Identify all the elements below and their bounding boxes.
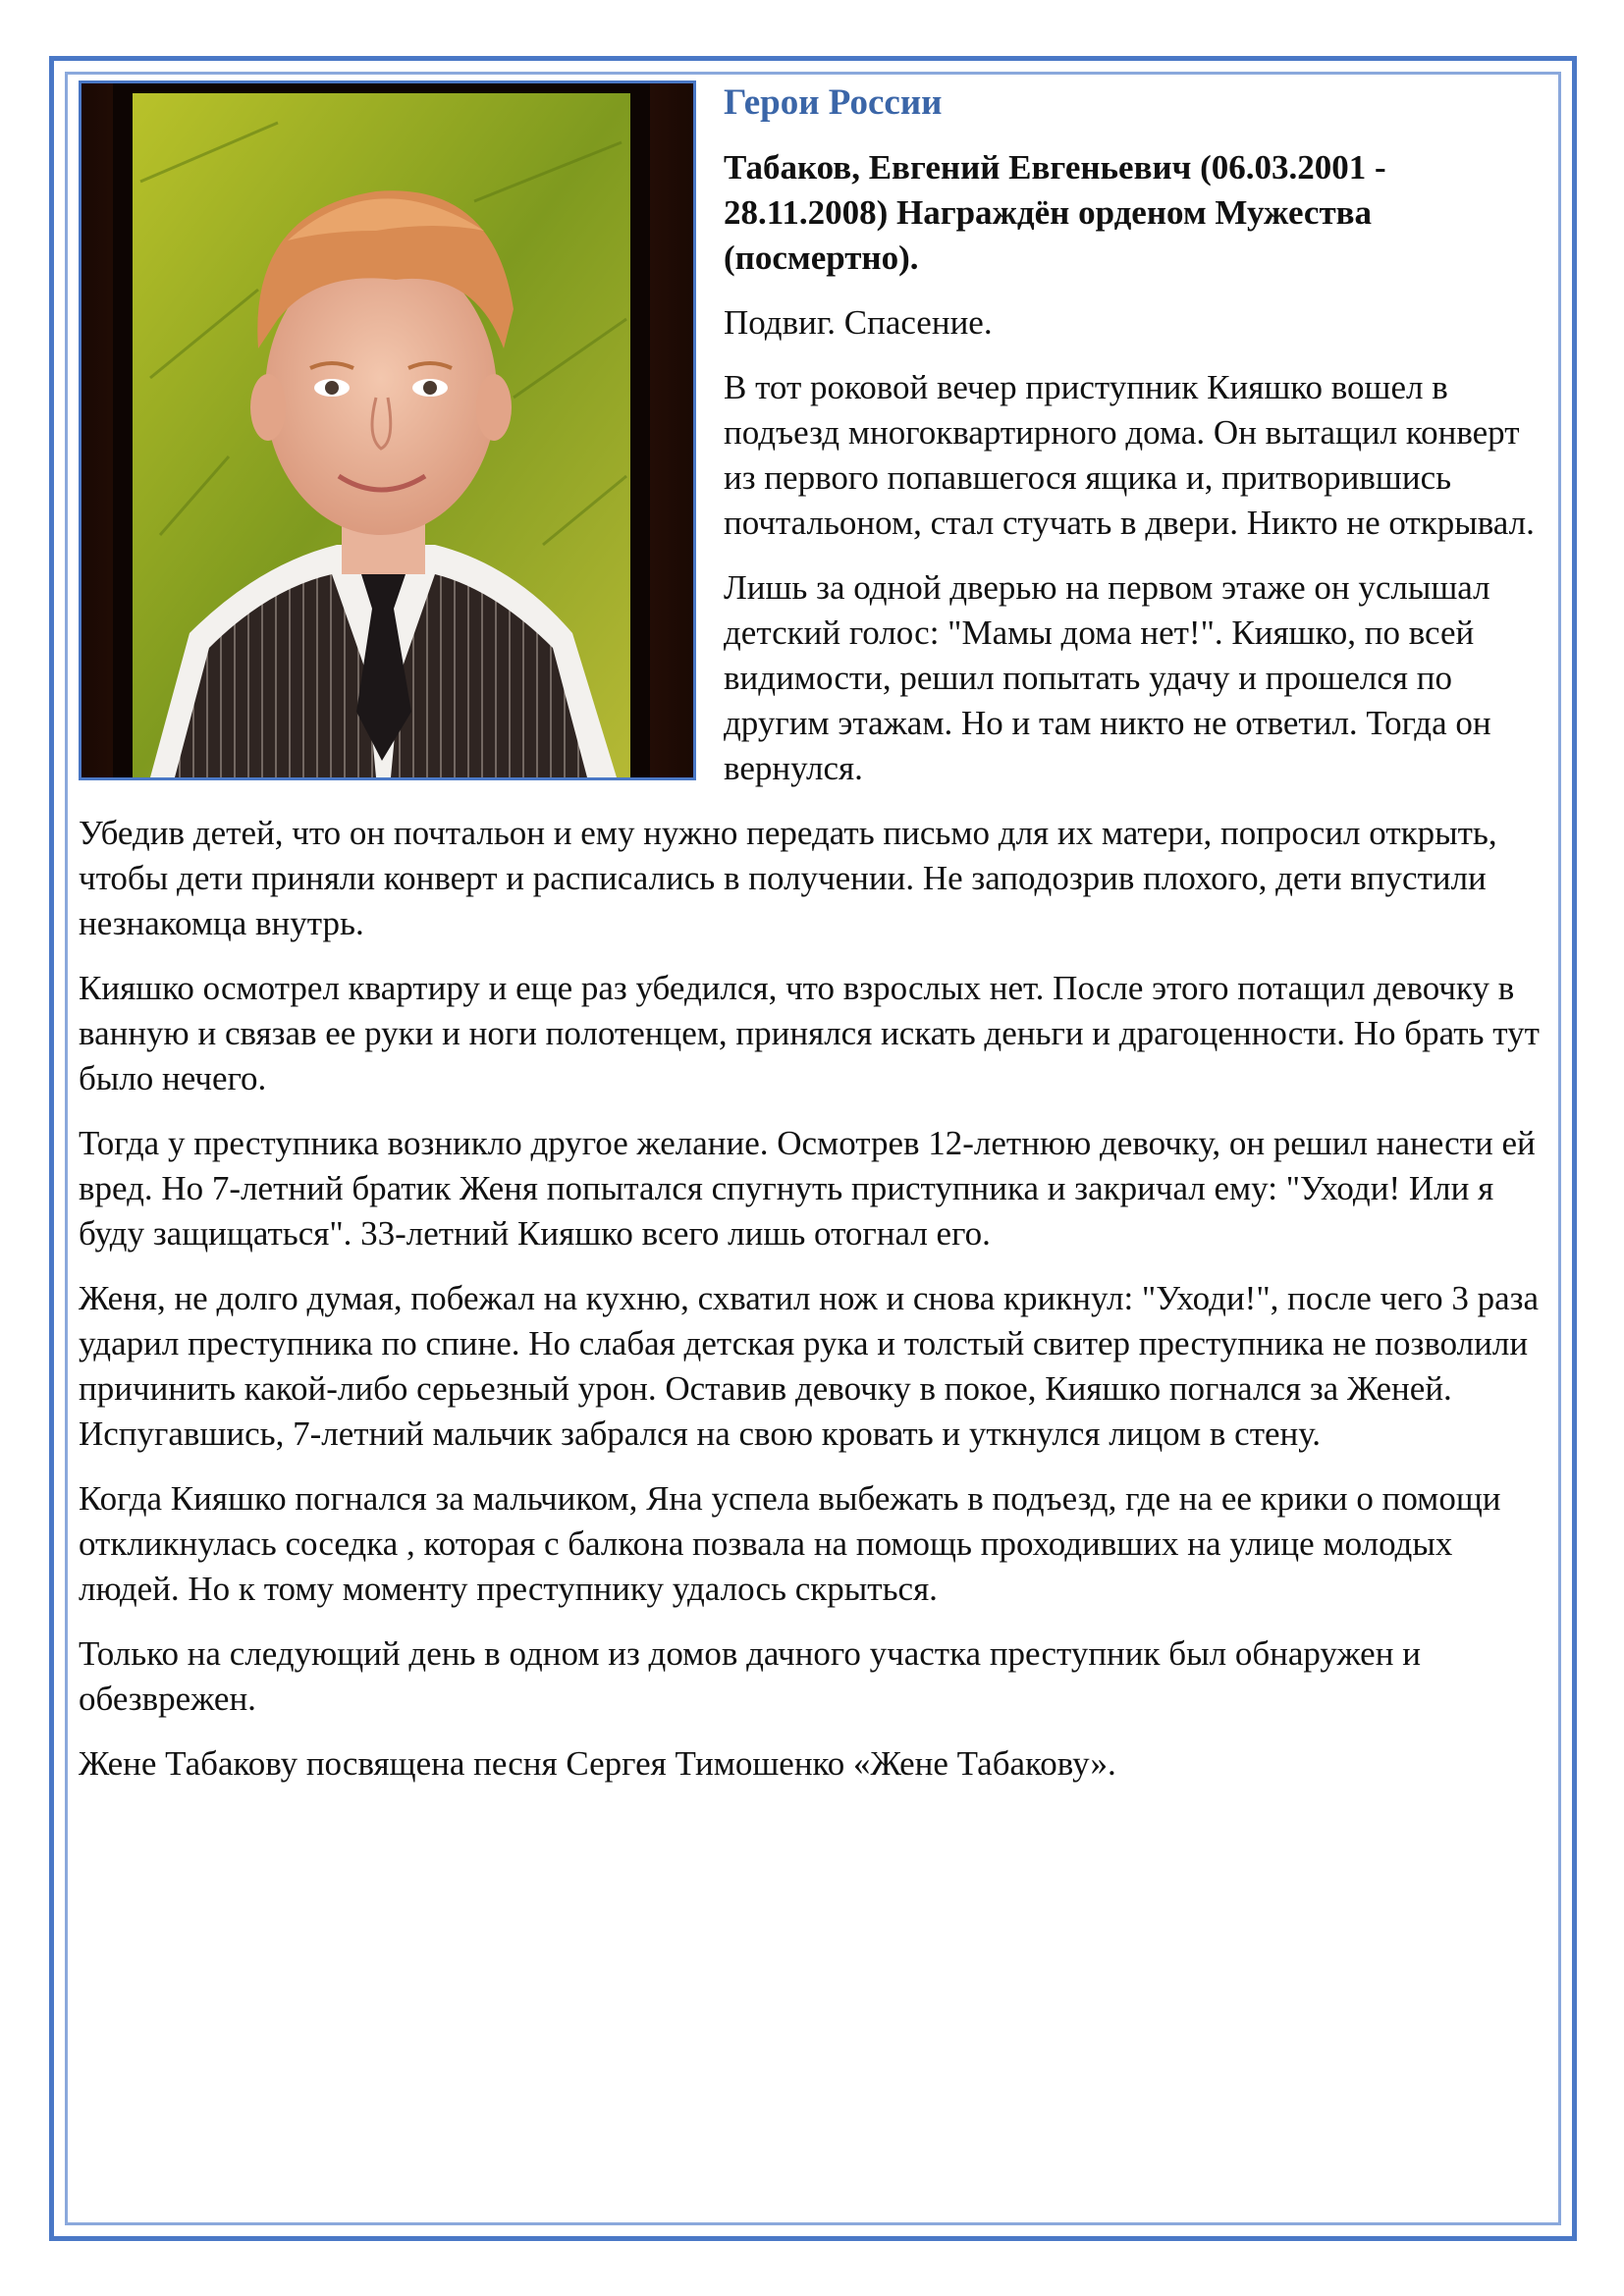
paragraph: Кияшко осмотрел квартиру и еще раз убедился, что взрослых нет. После этого потащил девочку в ванную и связав ее руки и ноги полотенцем, принялся искать деньги и драгоценности. Но брать тут было нечего. [79, 969, 1540, 1097]
paragraph: Когда Кияшко погнался за мальчиком, Яна успела выбежать в подъезд, где на ее крики о помощи откликнулась соседка , которая с балкона позвала на помощь проходивших на улице молодых людей. Но к тому моменту преступнику удалось скрыться. [79, 1479, 1501, 1608]
hero-name-line: Табаков, Евгений Евгеньевич (06.03.2001 - 28.11.2008) Награждён орденом Мужества (посмертно). [724, 148, 1386, 277]
paragraph: Убедив детей, что он почтальон и ему нужно передать письмо для их матери, попросил открыть, чтобы дети приняли конверт и расписались в получении. Не заподозрив плохого, дети впустили незнакомца внутрь. [79, 814, 1497, 942]
paragraph: Тогда у преступника возникло другое желание. Осмотрев 12-летнюю девочку, он решил нанести ей вред. Но 7-летний братик Женя попытался спугнуть приступника и закричал ему: "Уходи! Или я буду защищаться". 33-летний Кияшко всего лишь отогнал его. [79, 1124, 1536, 1253]
portrait-photo [79, 80, 696, 780]
paragraph: Лишь за одной дверью на первом этаже он услышал детский голос: "Мамы дома нет!". Кияшко, по всей видимости, решил попытать удачу и прошелся по другим этажам. Но и там никто не ответил. Тогда он вернулся. [724, 568, 1491, 787]
paragraph: Только на следующий день в одном из домов дачного участка преступник был обнаружен и обезврежен. [79, 1634, 1421, 1718]
paragraph: Женя, не долго думая, побежал на кухню, схватил нож и снова крикнул: "Уходи!", после чего 3 раза ударил преступника по спине. Но слабая детская рука и толстый свитер преступника не позволили причинить какой-либо серьезный урон. Оставив девочку в покое, Кияшко погнался за Женей. Испугавшись, 7-летний мальчик забрался на свою кровать и уткнулся лицом в стену. [79, 1279, 1540, 1453]
section-heading: Герои России [724, 82, 943, 123]
paragraph: Жене Табакову посвящена песня Сергея Тимошенко «Жене Табакову». [79, 1744, 1116, 1783]
paragraph: В тот роковой вечер приступник Кияшко вошел в подъезд многоквартирного дома. Он вытащил конверт из первого попавшегося ящика и, притворившись почтальоном, стал стучать в двери. Никто не открывал. [724, 368, 1535, 542]
article [79, 80, 1551, 1806]
paragraph: Подвиг. Спасение. [724, 303, 993, 342]
